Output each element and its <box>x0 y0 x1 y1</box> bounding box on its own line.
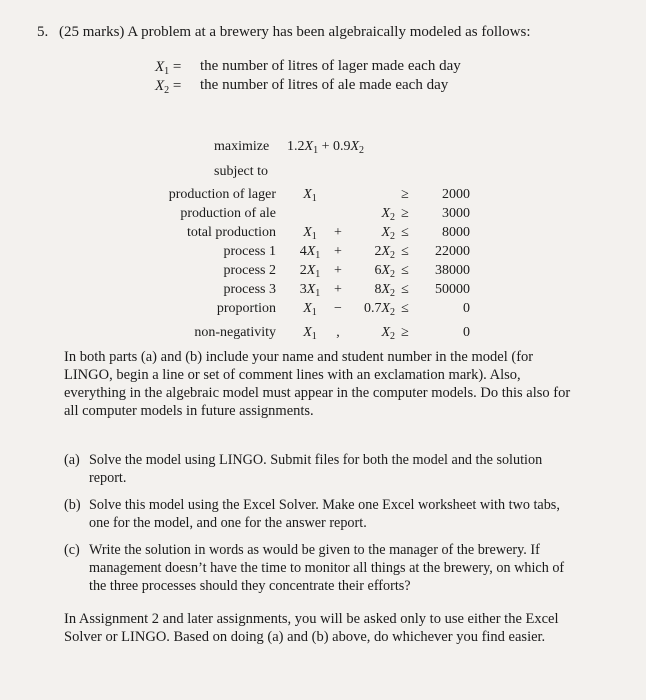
constraint-relation: ≥ <box>401 187 409 202</box>
question-header: (25 marks) A problem at a brewery has been algebraically modeled as follows: <box>59 24 531 40</box>
constraint-operator: , <box>336 325 340 340</box>
constraint-relation: ≤ <box>401 225 409 240</box>
constraint-operator: + <box>334 225 342 240</box>
constraint-relation: ≥ <box>401 206 409 221</box>
part-text: Solve the model using LINGO. Submit files for both the model and the solution report. <box>89 452 543 486</box>
constraint-x1-term: $4X_1$ <box>299 244 321 261</box>
closing-paragraph: In Assignment 2 and later assignments, you will be asked only to use either the Excel Solver or LINGO. Based on doing (a) and (b) above, do whichever you find easier. <box>64 611 559 645</box>
constraint-x1-term: $2X_1$ <box>299 263 321 280</box>
constraint-relation: ≤ <box>401 282 409 297</box>
constraint-label: proportion <box>216 301 276 316</box>
constraint-operator: + <box>334 282 342 297</box>
constraint-label: non-negativity <box>194 325 276 340</box>
constraint-x2-term: $X_2$ <box>381 225 395 242</box>
part-label: (a) <box>64 452 80 468</box>
constraint-relation: ≥ <box>401 325 409 340</box>
constraint-relation: ≤ <box>401 244 409 259</box>
constraint-x1-term: $X_1$ <box>303 301 317 318</box>
constraint-label: production of ale <box>180 206 276 221</box>
constraint-x1-term: $3X_1$ <box>299 282 321 299</box>
constraint-x1-term: $X_1$ <box>303 187 317 204</box>
constraint-x2-term: $8X_2$ <box>374 282 395 299</box>
constraint-operator: + <box>334 263 342 278</box>
constraint-rhs: 0 <box>463 325 470 340</box>
constraint-rhs: 22000 <box>435 244 470 259</box>
constraint-x2-term: $X_2$ <box>381 206 395 223</box>
constraint-operator: + <box>334 244 342 259</box>
part-label: (b) <box>64 497 81 513</box>
definition-text: the number of litres of ale made each day <box>200 77 449 93</box>
part-text: Write the solution in words as would be given to the manager of the brewery. If management doesn’t have the time to monitor all things at the brewery, on which of the three processes should they concentrate their efforts? <box>89 542 565 594</box>
definition-var: $X_1$ = <box>155 59 182 77</box>
constraint-label: process 3 <box>223 282 276 297</box>
part-text: Solve this model using the Excel Solver. Make one Excel worksheet with two tabs, one for the model, and one for the answer report. <box>89 497 560 531</box>
objective-label: maximize <box>214 139 270 154</box>
definition-text: the number of litres of lager made each day <box>200 58 461 74</box>
constraint-x2-term: $X_2$ <box>381 325 395 342</box>
subject-to-label: subject to <box>214 164 269 179</box>
constraint-rhs: 0 <box>463 301 470 316</box>
constraint-x2-term: $0.7X_2$ <box>363 301 395 318</box>
constraint-x2-term: $6X_2$ <box>374 263 395 280</box>
constraint-x2-term: $2X_2$ <box>374 244 395 261</box>
constraint-relation: ≤ <box>401 263 409 278</box>
constraint-label: process 1 <box>223 244 276 259</box>
constraint-label: total production <box>186 225 276 240</box>
constraint-relation: ≤ <box>401 301 409 316</box>
objective-expression: $1.2X_1 + 0.9X_2$ <box>287 139 365 156</box>
part-label: (c) <box>64 542 80 558</box>
constraint-rhs: 50000 <box>435 282 470 297</box>
question-number: 5. <box>37 24 49 40</box>
constraint-rhs: 38000 <box>435 263 470 278</box>
constraint-x1-term: $X_1$ <box>303 325 317 342</box>
constraint-rhs: 3000 <box>442 206 470 221</box>
constraint-rhs: 8000 <box>442 225 470 240</box>
constraint-operator: − <box>334 301 342 316</box>
definition-var: $X_2$ = <box>155 78 182 96</box>
constraint-rhs: 2000 <box>442 187 470 202</box>
constraint-x1-term: $X_1$ <box>303 225 317 242</box>
constraint-label: process 2 <box>223 263 276 278</box>
constraint-label: production of lager <box>168 187 276 202</box>
instructions-paragraph: In both parts (a) and (b) include your name and student number in the model (for LINGO, begin a line or set of comment lines with an exclamation mark). Also, everything in the algebraic model must appear in the computer models. Do this also for all computer models in future assignments. <box>64 349 571 419</box>
